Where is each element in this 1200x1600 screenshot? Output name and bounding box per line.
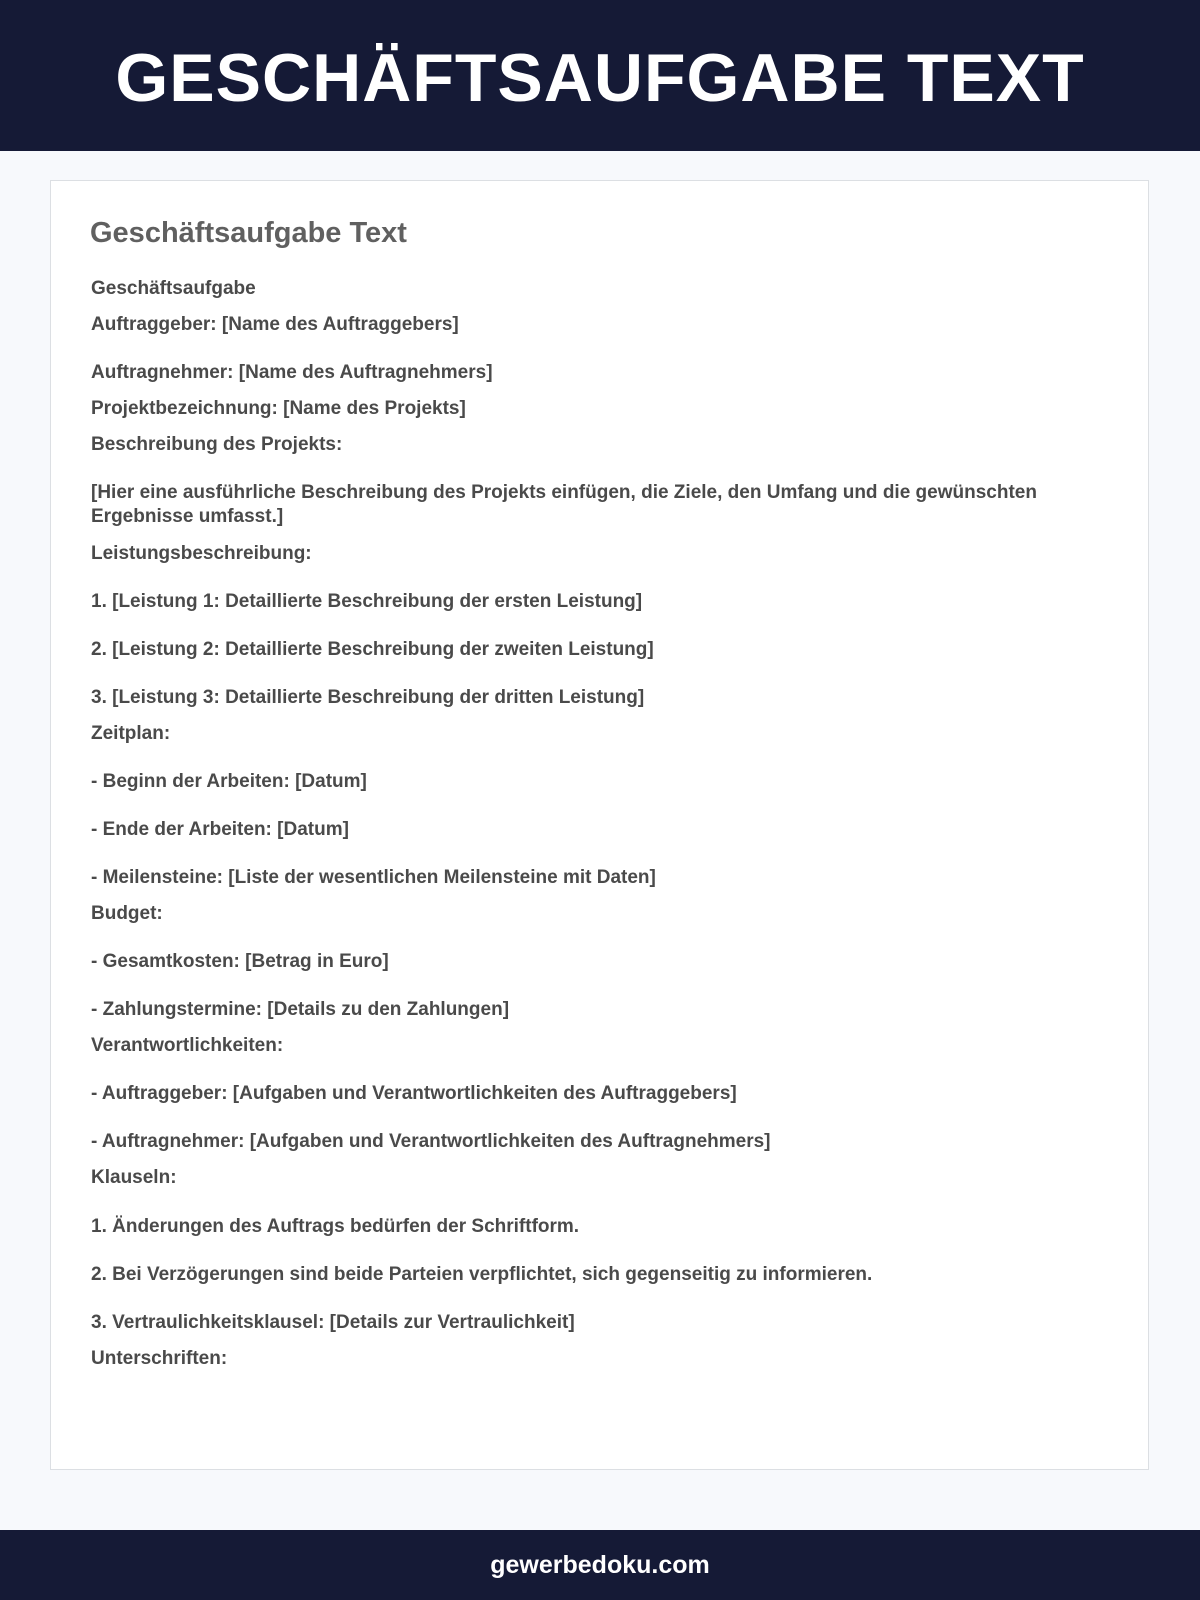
client-line: Auftraggeber: [Name des Auftraggebers] [91,314,459,335]
clause-item: 1. Änderungen des Auftrags bedürfen der Schriftform. [91,1216,580,1237]
document-heading: Geschäftsaufgabe [91,278,256,299]
header-banner [0,0,1200,151]
responsibility-item: - Auftraggeber: [Aufgaben und Verantwortlichkeiten des Auftraggebers] [91,1083,737,1104]
footer-banner [0,1530,1200,1600]
responsibility-item: - Auftragnehmer: [Aufgaben und Verantwortlichkeiten des Auftragnehmers] [91,1131,771,1152]
description-paragraph: [Hier eine ausführliche Beschreibung des Projekts einfügen, die Ziele, den Umfang und die gewünschten Ergebnisse umfasst.] [91,482,1037,527]
section-heading-responsibilities: Verantwortlichkeiten: [91,1035,284,1056]
service-item: 3. [Leistung 3: Detaillierte Beschreibung der dritten Leistung] [91,687,645,708]
section-heading-budget: Budget: [91,903,163,924]
schedule-item: - Beginn der Arbeiten: [Datum] [91,771,367,792]
clause-item: 3. Vertraulichkeitsklausel: [Details zur Vertraulichkeit] [91,1312,575,1333]
section-heading-clauses: Klauseln: [91,1167,177,1188]
section-heading-signatures: Unterschriften: [91,1348,228,1369]
contractor-line: Auftragnehmer: [Name des Auftragnehmers] [91,362,493,383]
document-card [50,180,1149,1470]
service-item: 2. [Leistung 2: Detaillierte Beschreibung der zweiten Leistung] [91,639,654,660]
service-item: 1. [Leistung 1: Detaillierte Beschreibung der ersten Leistung] [91,591,643,612]
section-heading-schedule: Zeitplan: [91,723,171,744]
clause-item: 2. Bei Verzögerungen sind beide Parteien verpflichtet, sich gegenseitig zu informieren. [91,1264,873,1285]
footer-site-link[interactable]: gewerbedoku.com [490,1550,710,1579]
budget-item: - Gesamtkosten: [Betrag in Euro] [91,951,389,972]
project-name-line: Projektbezeichnung: [Name des Projekts] [91,398,466,419]
schedule-item: - Meilensteine: [Liste der wesentlichen Meilensteine mit Daten] [91,867,656,888]
section-heading-description: Beschreibung des Projekts: [91,434,343,455]
document-title: Geschäftsaufgabe Text [90,217,407,249]
budget-item: - Zahlungstermine: [Details zu den Zahlungen] [91,999,510,1020]
schedule-item: - Ende der Arbeiten: [Datum] [91,819,349,840]
page-title: GESCHÄFTSAUFGABE TEXT [115,39,1085,116]
section-heading-services: Leistungsbeschreibung: [91,543,312,564]
